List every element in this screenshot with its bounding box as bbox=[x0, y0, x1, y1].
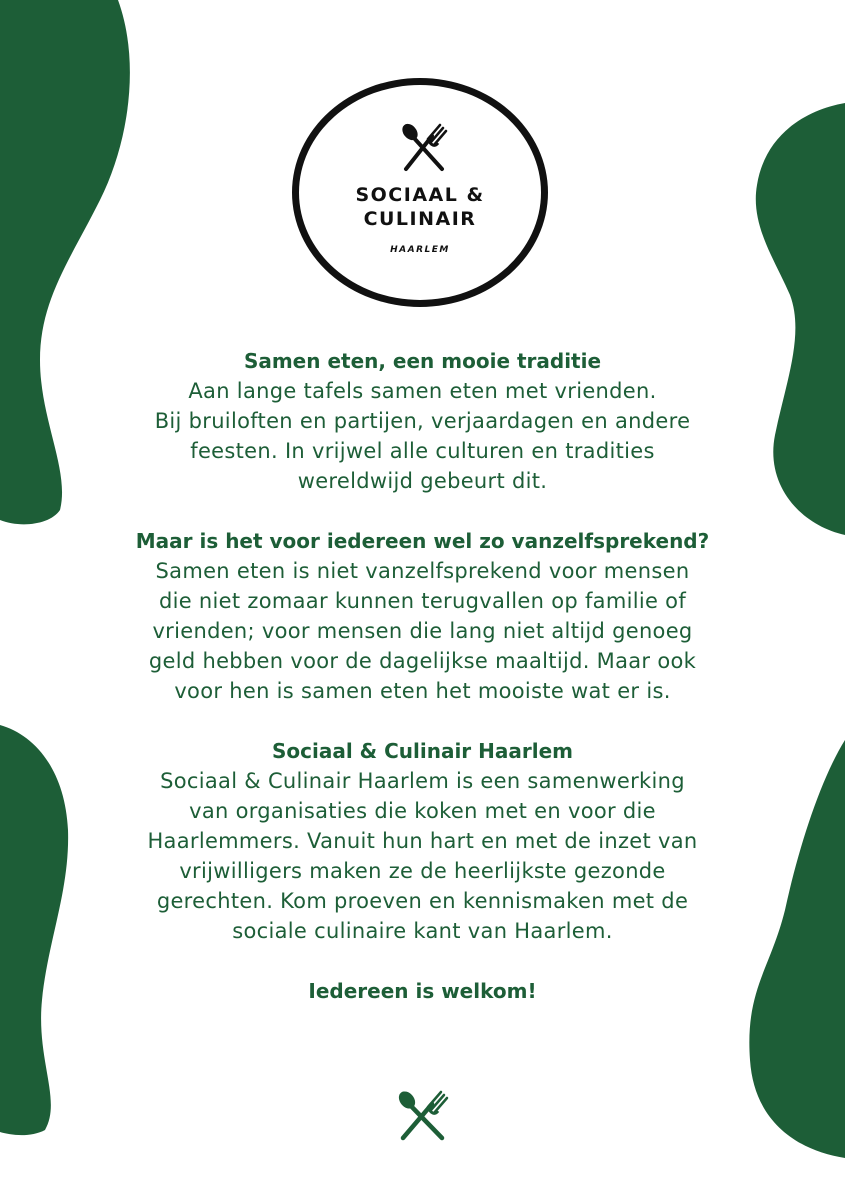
body-line: vrienden; voor mensen die lang niet altijd genoeg bbox=[152, 619, 693, 643]
section-question bbox=[90, 526, 755, 706]
body-line: wereldwijd gebeurt dit. bbox=[297, 469, 548, 493]
blob-bottom-left bbox=[0, 720, 80, 1140]
body-line: sociale culinaire kant van Haarlem. bbox=[232, 919, 613, 943]
body-line: Haarlemmers. Vanuit hun hart en met de inzet van bbox=[147, 829, 698, 853]
logo-title-line1: SOCIAAL & bbox=[355, 184, 485, 206]
body-line: voor hen is samen eten het mooiste wat er is. bbox=[174, 679, 671, 703]
body-line: vrijwilligers maken ze de heerlijkste gezonde bbox=[179, 859, 666, 883]
body-line: Bij bruiloften en partijen, verjaardagen en andere bbox=[154, 409, 691, 433]
spoon-fork-crossed-icon bbox=[396, 119, 452, 175]
logo-title bbox=[299, 183, 541, 231]
section-body bbox=[90, 376, 755, 496]
logo-title-line2: CULINAIR bbox=[363, 208, 477, 230]
section-about bbox=[90, 736, 755, 946]
blob-bottom-right bbox=[740, 740, 845, 1160]
body-line: die niet zomaar kunnen terugvallen op familie of bbox=[158, 589, 687, 613]
section-body bbox=[90, 556, 755, 706]
section-heading: Samen eten, een mooie traditie bbox=[243, 349, 602, 373]
section-tradition bbox=[90, 346, 755, 496]
body-line: Aan lange tafels samen eten met vrienden. bbox=[188, 379, 657, 403]
logo-subtitle: HAARLEM bbox=[390, 245, 450, 255]
blob-top-right bbox=[745, 95, 845, 540]
body-line: Samen eten is niet vanzelfsprekend voor mensen bbox=[155, 559, 690, 583]
section-heading: Maar is het voor iedereen wel zo vanzelfsprekend? bbox=[135, 529, 710, 553]
body-line: gerechten. Kom proeven en kennismaken met de bbox=[156, 889, 689, 913]
body-line: van organisaties die koken met en voor die bbox=[189, 799, 656, 823]
logo-badge bbox=[292, 78, 548, 307]
section-body bbox=[90, 766, 755, 946]
spoon-fork-crossed-icon bbox=[392, 1087, 454, 1143]
section-heading: Sociaal & Culinair Haarlem bbox=[272, 739, 573, 763]
main-content bbox=[90, 346, 755, 1006]
closing-text: Iedereen is welkom! bbox=[308, 979, 537, 1003]
body-line: Sociaal & Culinair Haarlem is een samenwerking bbox=[160, 769, 685, 793]
body-line: feesten. In vrijwel alle culturen en tradities bbox=[190, 439, 655, 463]
body-line: geld hebben voor de dagelijkse maaltijd. Maar ook bbox=[148, 649, 697, 673]
